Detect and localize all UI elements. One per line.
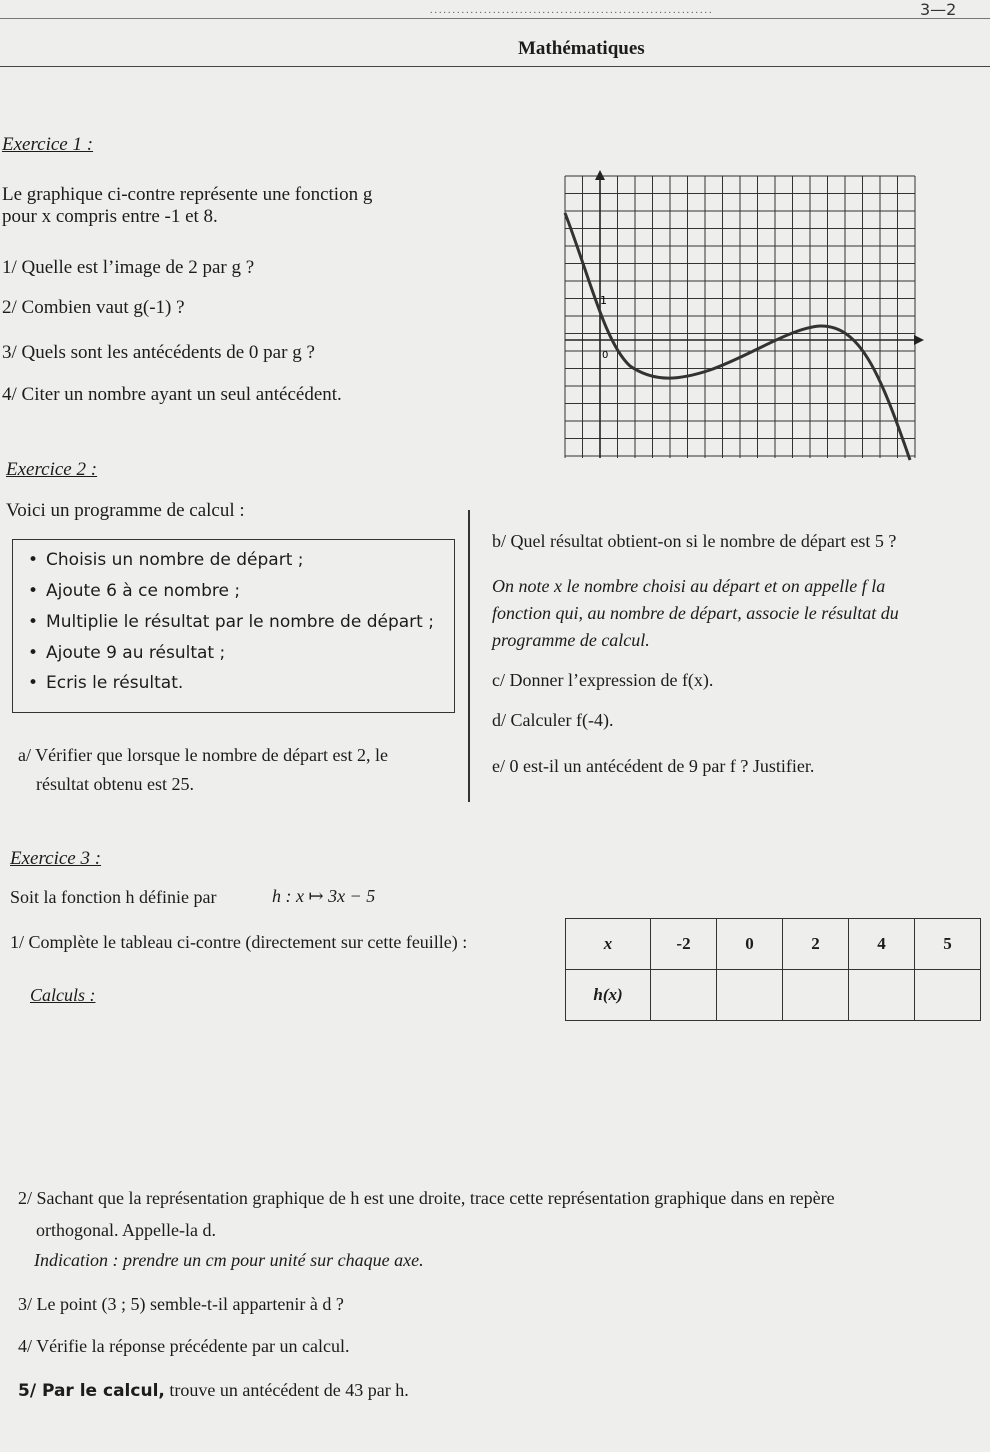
exercise3-indication: Indication : prendre un cm pour unité sur chaque axe. [34, 1250, 424, 1270]
program-step: • Choisis un nombre de départ ; [28, 550, 304, 570]
table-row [566, 970, 981, 1021]
exercise3-question3: 3/ Le point (3 ; 5) semble-t-il appartenir à d ? [18, 1294, 344, 1314]
exercise1-intro-line1: Le graphique ci-contre représente une fonction g [2, 184, 373, 205]
graph-label-zero: 0 [602, 350, 609, 361]
exercise2-note-line3: programme de calcul. [492, 630, 650, 650]
calculs-label: Calculs : [30, 985, 96, 1005]
exercise2-note-line2: fonction qui, au nombre de départ, associe le résultat du [492, 603, 899, 623]
exercise3-question2-line1: 2/ Sachant que la représentation graphique de h est une droite, trace cette représentation graphique dans en repère [18, 1188, 835, 1208]
program-step: • Multiplie le résultat par le nombre de départ ; [28, 612, 434, 632]
exercise2-question-d: d/ Calculer f(-4). [492, 710, 614, 730]
table-x-value: 5 [915, 919, 981, 970]
table-header-hx: h(x) [566, 970, 651, 1021]
exercise1-question3: 3/ Quels sont les antécédents de 0 par g ? [2, 342, 315, 363]
exercise2-note-line1: On note x le nombre choisi au départ et on appelle f la [492, 576, 886, 596]
question5-printed: trouve un antécédent de 43 par h. [169, 1380, 409, 1400]
question5-handwritten: 5/ Par le calcul, [18, 1381, 165, 1401]
table-answer-cell[interactable] [915, 970, 981, 1021]
exercise3-question1: 1/ Complète le tableau ci-contre (directement sur cette feuille) : [10, 932, 468, 952]
exercise2-question-b: b/ Quel résultat obtient-on si le nombre de départ est 5 ? [492, 531, 897, 551]
table-answer-cell[interactable] [651, 970, 717, 1021]
exercise3-title: Exercice 3 : [10, 848, 102, 869]
exercise3-question4: 4/ Vérifie la réponse précédente par un calcul. [18, 1336, 350, 1356]
exercise1-intro-line2: pour x compris entre -1 et 8. [2, 206, 218, 227]
exercise1-question4: 4/ Citer un nombre ayant un seul antécédent. [2, 384, 342, 405]
column-divider [468, 510, 470, 802]
program-step: • Ecris le résultat. [28, 673, 183, 693]
x-axis [565, 335, 924, 345]
corner-mark: 3—2 [920, 0, 957, 19]
table-header-x: x [566, 919, 651, 970]
curve-g [565, 213, 910, 460]
exercise2-intro: Voici un programme de calcul : [6, 500, 245, 521]
exercise1-question2: 2/ Combien vaut g(-1) ? [2, 297, 185, 318]
exercise1-title: Exercice 1 : [2, 134, 94, 155]
function-g-graph [560, 168, 930, 463]
table-x-value: 4 [849, 919, 915, 970]
dotted-line: ............................................................... [430, 5, 714, 16]
values-table [565, 918, 981, 1021]
program-step: • Ajoute 9 au résultat ; [28, 643, 225, 663]
table-row [566, 919, 981, 970]
exercise2-title: Exercice 2 : [6, 459, 98, 480]
page-subject: Mathématiques [518, 38, 645, 59]
exercise3-definition-formula: h : x ↦ 3x − 5 [272, 886, 376, 906]
exercise2-question-a-line1: a/ Vérifier que lorsque le nombre de départ est 2, le [18, 745, 389, 765]
table-answer-cell[interactable] [783, 970, 849, 1021]
table-answer-cell[interactable] [717, 970, 783, 1021]
table-x-value: -2 [651, 919, 717, 970]
table-answer-cell[interactable] [849, 970, 915, 1021]
exercise1-question1: 1/ Quelle est l’image de 2 par g ? [2, 257, 255, 278]
exercise2-question-e: e/ 0 est-il un antécédent de 9 par f ? Justifier. [492, 756, 815, 776]
program-step: • Ajoute 6 à ce nombre ; [28, 581, 240, 601]
exercise2-question-c: c/ Donner l’expression de f(x). [492, 670, 714, 690]
exercise3-question2-line2: orthogonal. Appelle-la d. [36, 1220, 216, 1240]
graph-grid [565, 176, 915, 458]
table-x-value: 0 [717, 919, 783, 970]
exercise2-question-a-line2: résultat obtenu est 25. [36, 774, 194, 794]
exercise3-question5 [18, 1380, 409, 1401]
table-x-value: 2 [783, 919, 849, 970]
exercise3-definition-text: Soit la fonction h définie par [10, 887, 217, 907]
graph-label-one: 1 [600, 294, 607, 307]
